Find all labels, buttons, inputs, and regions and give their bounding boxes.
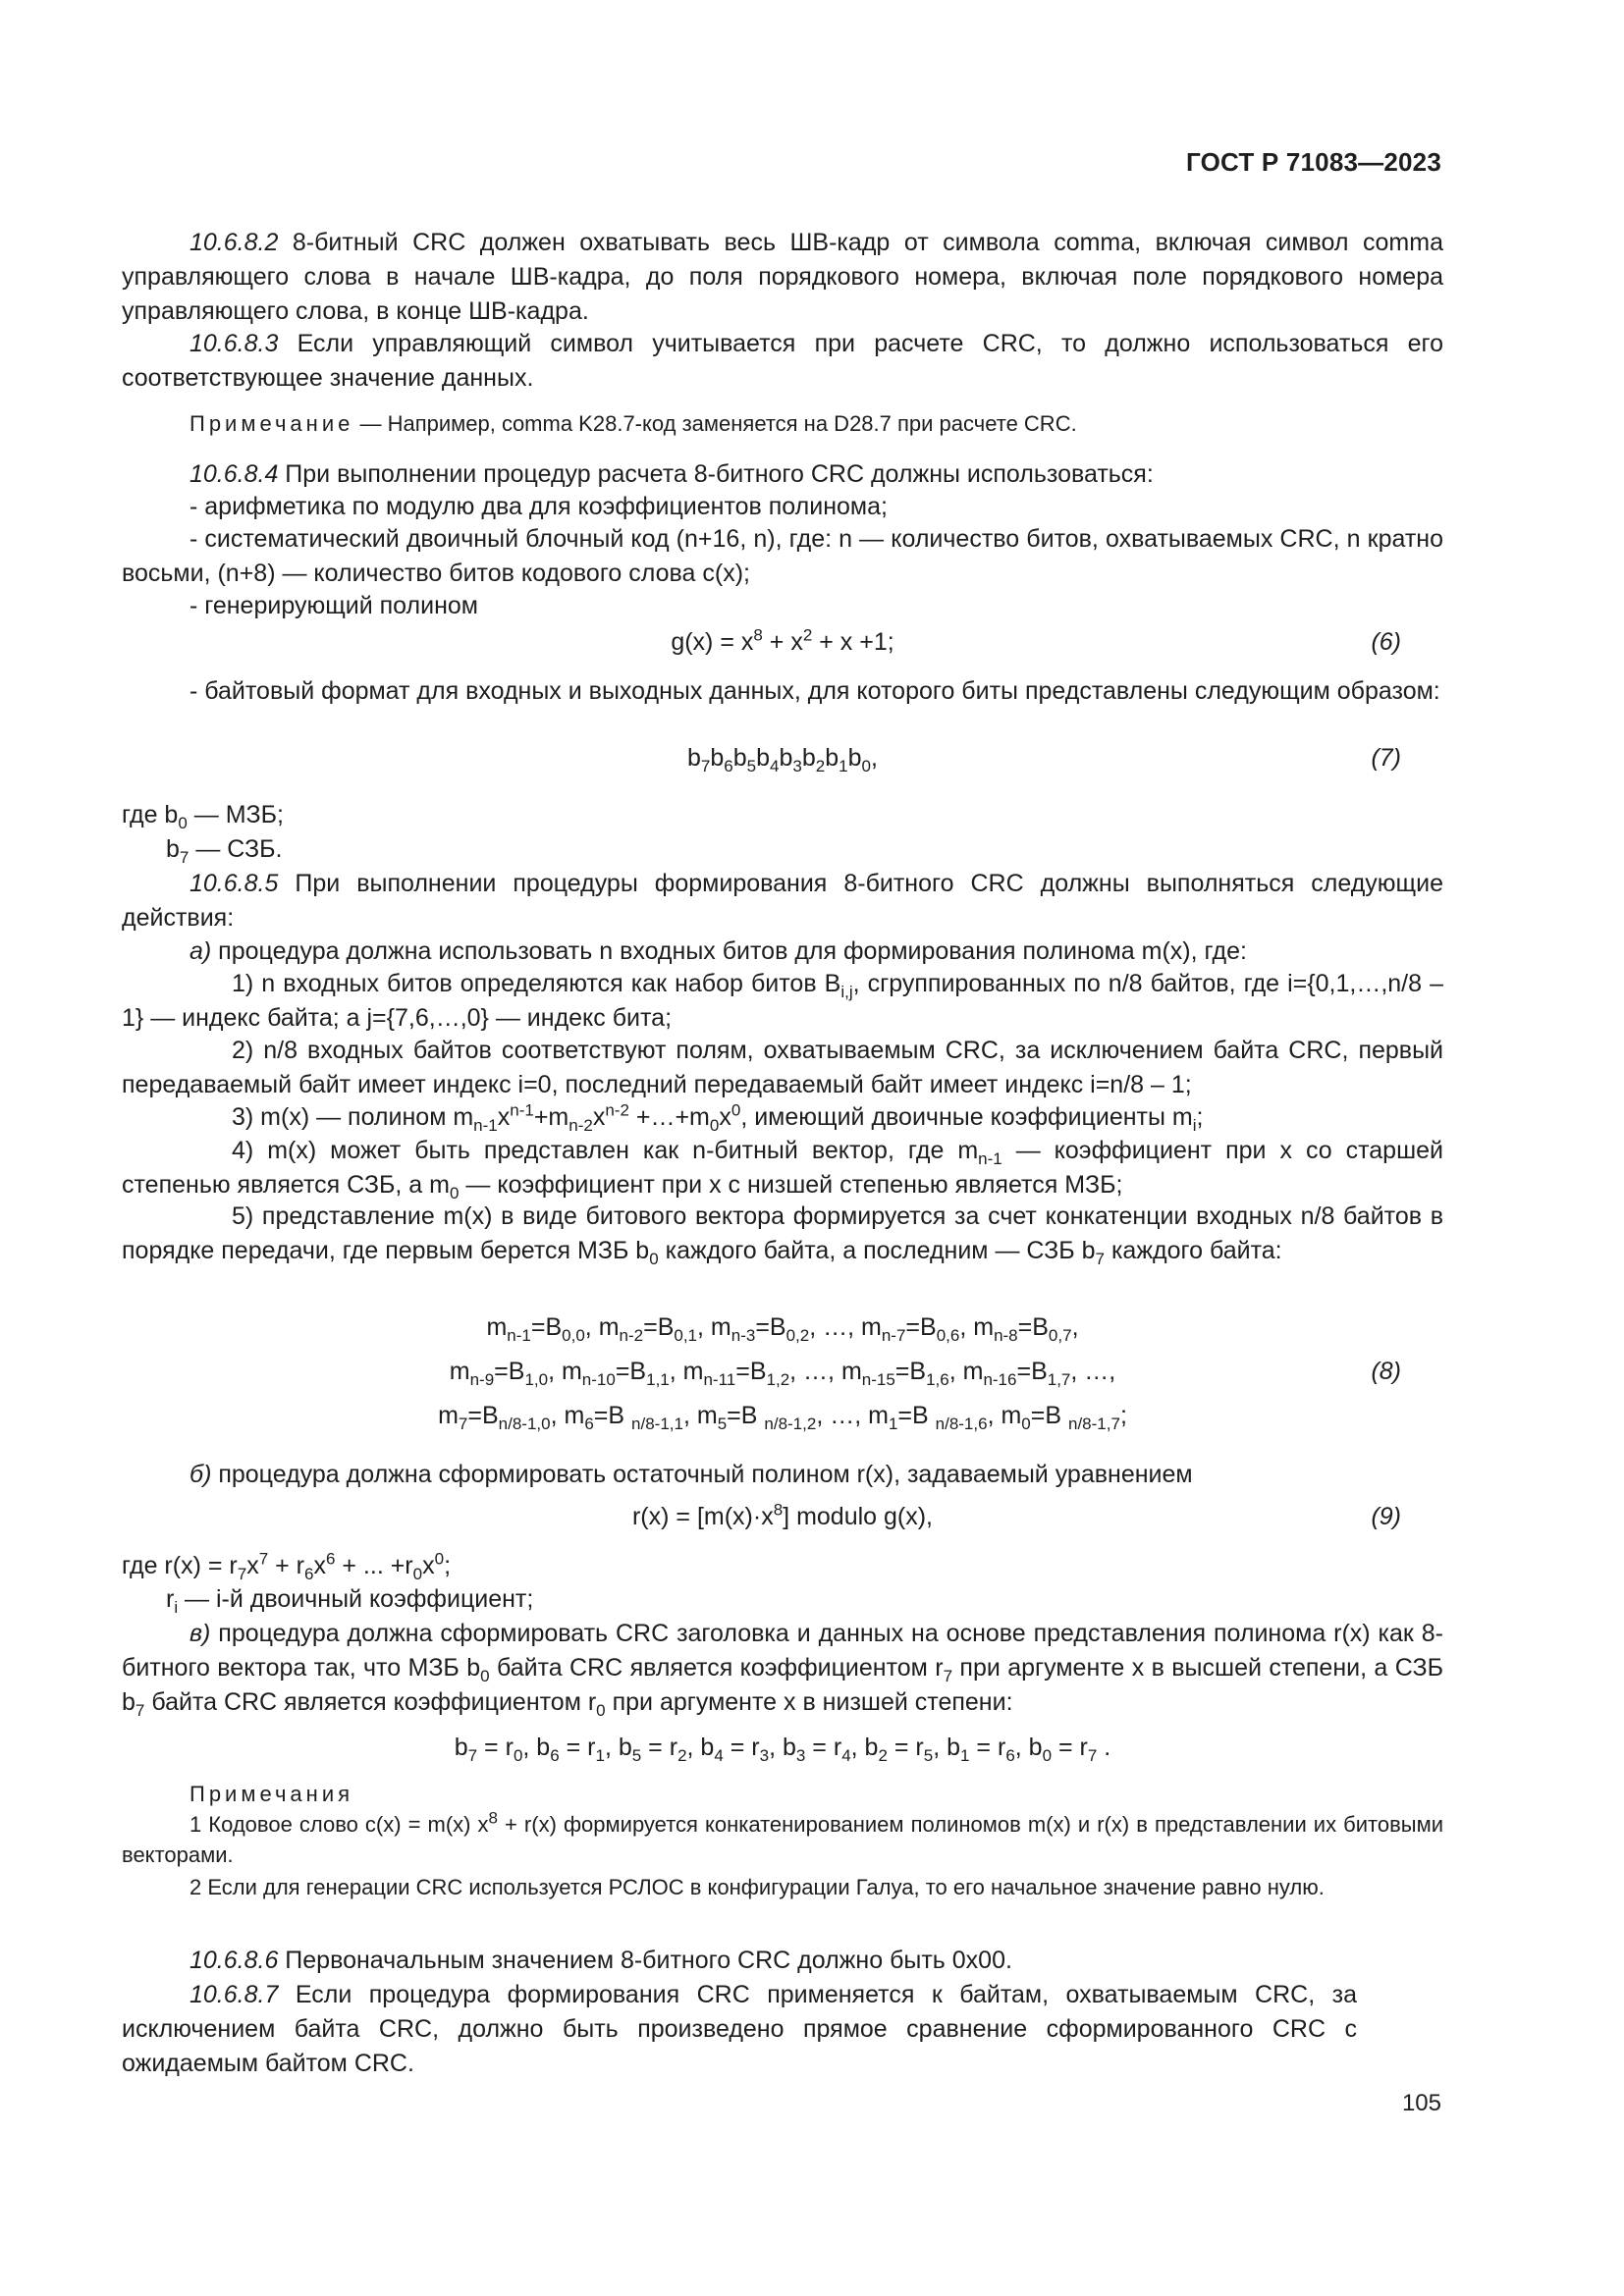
equation-7 <box>122 741 1443 780</box>
section-10-6-8-6: 10.6.8.6 Первоначальным значением 8-битного CRC должно быть 0x00. <box>189 1947 1012 1974</box>
section-10-6-8-3: 10.6.8.3 Если управляющий символ учитывается при расчете CRC, то должно использоваться его соответствующее значение данных. <box>122 330 1443 392</box>
section-10-6-8-5: 10.6.8.5 При выполнении процедуры формирования 8-битного CRC должны выполняться следующие действия: <box>122 870 1443 932</box>
section-number: 10.6.8.4 <box>189 460 279 488</box>
item-a-3: 3) m(x) — полином $m_{n-1}x^{n-1}+m_{n-2}x^{n-2}$ $+\dots+m_0x^0$, имеющий двоичные коэффициенты $m_i$; <box>232 1100 1204 1135</box>
document-header: ГОСТ Р 71083—2023 <box>1186 147 1441 177</box>
section-number: 10.6.8.2 <box>189 229 279 256</box>
where-ri: $r_i$ — i-й двоичный коэффициент; <box>166 1585 534 1617</box>
note-1: 1 Кодовое слово c(x) = m(x) $x^8 + r(x)$ формируется конкатенированием полиномов m(x) и r(x) в представлении их битовыми векторами. <box>122 1808 1443 1867</box>
equation-9 <box>122 1500 1443 1539</box>
section-number: 10.6.8.6 <box>189 1947 279 1974</box>
equation-formula: $g(x) = x^8 + x^2 + x +1$; <box>671 625 894 656</box>
where-b0: где $b_0$ — МЗБ; <box>122 801 284 832</box>
item-a: а) процедура должна использовать n входных битов для формирования полинома m(x), где: <box>189 937 1247 965</box>
equation-8-row-3: $m_7=B_{n/8-1,0}$, $m_6=B$ $_{n/8-1,1}$, $m_5=B$ $_{n/8-1,2}$, …, $m_1=B$ $_{n/8-1,6}$, $m_0=B$ $_{n/8-1,7}$; <box>438 1402 1127 1433</box>
note-2: 2 Если для генерации CRC используется РСЛОС в конфигурации Галуа, то его начальное значение равно нулю. <box>189 1875 1325 1899</box>
item-a-2: 2) n/8 входных байтов соответствуют полям, охватываемым CRC, за исключением байта CRC, первый передаваемый байт имеет индекс i=0, последний передаваемый байт имеет индекс i=n/8 – 1; <box>122 1037 1443 1098</box>
equation-formula: $b_7 = r_0$, $b_6 = r_1$, $b_5 = r_2$, $b_4 = r_3$, $b_3 = r_4$, $b_2 = r_5$, $b_1 = r_6$, $b_0 = r_7$ . <box>454 1734 1111 1765</box>
section-number: 10.6.8.5 <box>189 870 279 897</box>
page-number: 105 <box>1401 2090 1441 2116</box>
where-b7: $b_7$ — СЗБ. <box>166 835 283 867</box>
note-comma: Примечание — Например, comma K28.7-код заменяется на D28.7 при расчете CRC. <box>189 411 1077 436</box>
item-b: б) процедура должна сформировать остаточный полином r(x), задаваемый уравнением <box>189 1461 1193 1488</box>
equation-bits <box>122 1731 1443 1770</box>
notes-title: Примечания <box>189 1782 354 1806</box>
section-10-6-8-7: 10.6.8.7 Если процедура формирования CRC применяется к байтам, охватываемым CRC, за исключением байта CRC, должно быть произведено прямое сравнение сформированного CRC с ожидаемым байтом CRC. <box>122 1981 1357 2077</box>
equation-number: (6) <box>1371 628 1401 656</box>
section-number: 10.6.8.7 <box>189 1981 279 2008</box>
list-item-byte-format: - байтовый формат для входных и выходных данных, для которого биты представлены следующим образом: <box>189 677 1440 705</box>
equation-formula: $r(x) = [m(x)\cdot x^8]$ modulo g(x), <box>631 1500 934 1530</box>
section-10-6-8-2: 10.6.8.2 8-битный CRC должен охватывать весь ШВ-кадр от символа comma, включая символ comma управляющего слова в начале ШВ-кадра, до поля порядкового номера, включая поле порядкового номера управляющего слова, в конце ШВ-кадра. <box>122 229 1443 325</box>
equation-number: (8) <box>1371 1358 1401 1385</box>
list-item-generator: - генерирующий полином <box>189 592 478 619</box>
equation-8-row-1: $m_{n-1}=B_{0,0}$, $m_{n-2}=B_{0,1}$, $m_{n-3}=B_{0,2}$, …, $m_{n-7}=B_{0,6}$, $m_{n-8}=B_{0,7}$, <box>486 1313 1079 1345</box>
list-item-arithmetic: - арифметика по модулю два для коэффициентов полинома; <box>189 493 888 520</box>
item-a-1: 1) n входных битов определяются как набор битов $B_{i,j}$, сгруппированных по n/8 байтов, где i={0,1,…,n/8 – 1} — индекс байта; а j={7,6,…,0} — индекс бита; <box>122 970 1443 1032</box>
item-v: в) процедура должна сформировать CRC заголовка и данных на основе представления полинома r(x) как 8-битного вектора так, что МЗБ $b_0$ байта CRC является коэффициентом $r_7$ при аргументе x в высшей степени, а СЗБ $b_7$ байта CRC является коэффициентом $r_0$ при аргументе x в низшей степени: <box>122 1620 1443 1720</box>
section-10-6-8-4: 10.6.8.4 При выполнении процедур расчета 8-битного CRC должны использоваться: <box>189 460 1154 488</box>
equation-6 <box>122 625 1443 665</box>
equation-8 <box>122 1310 1443 1438</box>
section-number: 10.6.8.3 <box>189 330 279 357</box>
equation-number: (9) <box>1371 1503 1401 1530</box>
item-a-5: 5) представление m(x) в виде битового вектора формируется за счет конкатенции входных n/8 байтов в порядке передачи, где первым берется МЗБ $b_0$ каждого байта, а последним — СЗБ $b_7$ каждого байта: <box>122 1202 1443 1268</box>
list-item-block-code: - систематический двоичный блочный код (n+16, n), где: n — количество битов, охватываемых CRC, n кратно восьми, (n+8) — количество битов кодового слова c(x); <box>122 525 1443 587</box>
where-r: где $r(x) = r_7x^7 + r_6x^6$ + ... $+r_0x^0$; <box>122 1549 452 1583</box>
equation-8-row-2: $m_{n-9}=B_{1,0}$, $m_{n-10}=B_{1,1}$, $m_{n-11}=B_{1,2}$, …, $m_{n-15}=B_{1,6}$, $m_{n-16}=B_{1,7}$, …, <box>449 1358 1116 1389</box>
item-a-4: 4) m(x) может быть представлен как n-битный вектор, где $m_{n-1}$ — коэффициент при x со старшей степенью является СЗБ, а $m_0$ — коэффициент при x с низшей степенью является МЗБ; <box>122 1137 1444 1202</box>
equation-number: (7) <box>1371 744 1401 772</box>
equation-formula: $b_7b_6b_5b_4b_3b_2b_1b_0$, <box>687 744 878 775</box>
